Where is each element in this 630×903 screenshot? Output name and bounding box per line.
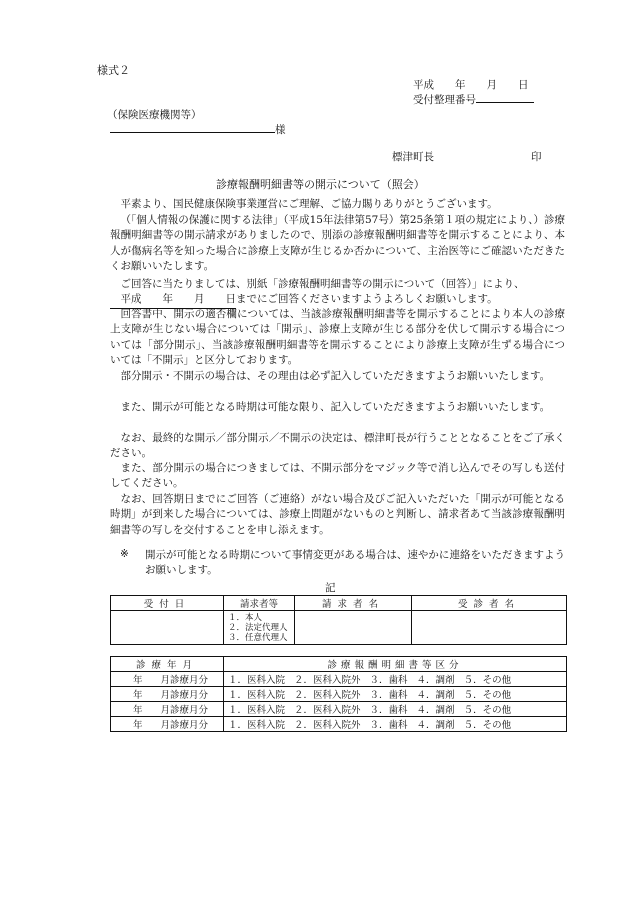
document-title: 診療報酬明細書等の開示について（照会） xyxy=(216,178,425,191)
option-pharmacy: ４．調剤 xyxy=(416,720,455,731)
paragraph-1: 平素より、国民健康保険事業運営にご理解、ご協力賜りありがとうございます。 xyxy=(120,198,498,210)
category-options-cell xyxy=(224,672,567,687)
category-options-cell xyxy=(224,717,567,732)
requester-type-cell xyxy=(224,611,295,645)
category-options-cell xyxy=(224,702,567,717)
date-line: 平成 年 月 日 xyxy=(413,79,529,91)
ki-heading: 記 xyxy=(325,582,336,594)
reference-number-label: 受付整理番号 xyxy=(413,94,476,106)
option-other: ５．その他 xyxy=(463,690,512,701)
honorific: 様 xyxy=(275,124,286,136)
reception-date-cell xyxy=(111,611,224,645)
month-label: 月診療月分 xyxy=(160,705,209,716)
month-label: 月診療月分 xyxy=(160,675,209,686)
option-medical-outpatient: ２．医科入院外 xyxy=(294,705,361,716)
month-label: 月診療月分 xyxy=(160,720,209,731)
note-mark: ※ xyxy=(120,548,129,560)
reference-number-blank xyxy=(476,92,534,103)
request-table xyxy=(110,595,567,645)
table-row xyxy=(111,702,567,717)
year-label: 年 xyxy=(133,705,143,716)
header-patient-name: 受診者名 xyxy=(412,596,567,611)
paragraph-3-b: までにご回答くださいますようよろしくお願いします。 xyxy=(236,293,498,306)
paragraph-3 xyxy=(110,277,565,309)
treatment-month-cell xyxy=(111,687,224,702)
table-row xyxy=(111,717,567,732)
form-id: 様式２ xyxy=(97,64,130,77)
option-dental: ３．歯科 xyxy=(369,705,408,716)
option-pharmacy: ４．調剤 xyxy=(416,690,455,701)
header-treatment-month: 診療年月 xyxy=(111,657,224,672)
treatment-month-cell xyxy=(111,702,224,717)
request-table-header xyxy=(111,596,567,611)
header-statement-category: 診療報酬明細書等区分 xyxy=(224,657,567,672)
request-table-row xyxy=(111,611,567,645)
paragraph-6: また、開示が可能となる時期は可能な限り、記入していただきますようお願いいたします。 xyxy=(120,401,551,413)
billing-table xyxy=(110,656,567,732)
treatment-month-cell xyxy=(111,672,224,687)
option-medical-outpatient: ２．医科入院外 xyxy=(294,690,361,701)
recipient-name xyxy=(110,122,286,137)
header-reception-date: 受付日 xyxy=(111,596,224,611)
option-dental: ３．歯科 xyxy=(369,720,408,731)
option-pharmacy: ４．調剤 xyxy=(416,705,455,716)
billing-table-header xyxy=(111,657,567,672)
paragraph-2: （「個人情報の保護に関する法律」（平成15年法律第57号）第25条第１項の規定により、）診療報酬明細書等の開示請求がありましたので、別添の診療報酬明細書等を開示することにより、本人が傷病名等を知った場合に診療上支障が生じるか否かについて、主治医等にご確認いただきたくお願いいたします。 xyxy=(110,214,565,272)
sender: 標津町長 xyxy=(392,151,434,163)
option-other: ５．その他 xyxy=(463,720,512,731)
option-pharmacy: ４．調剤 xyxy=(416,675,455,686)
year-label: 年 xyxy=(133,675,143,686)
paragraph-8: また、部分開示の場合につきましては、不開示部分をマジック等で消し込んでその写しも送付してください。 xyxy=(110,462,565,490)
option-medical-inpatient: １．医科入院 xyxy=(228,690,286,701)
month-label: 月診療月分 xyxy=(160,690,209,701)
header-requester-name: 請求者名 xyxy=(295,596,412,611)
table-row xyxy=(111,687,567,702)
requester-name-cell xyxy=(295,611,412,645)
requester-type-legal-agent: ２．法定代理人 xyxy=(228,622,288,633)
treatment-month-cell xyxy=(111,717,224,732)
option-dental: ３．歯科 xyxy=(369,675,408,686)
category-options-cell xyxy=(224,687,567,702)
year-label: 年 xyxy=(133,720,143,731)
option-medical-outpatient: ２．医科入院外 xyxy=(294,720,361,731)
requester-type-voluntary-agent: ３．任意代理人 xyxy=(228,632,288,643)
paragraph-9: なお、回答期日までにご回答（ご連絡）がない場合及びご記入いただいた「開示が可能となる時期」が到来した場合については、診療上問題がないものと判断し、請求者あて当該診療報酬明細書等の写しを交付することを申し添えます。 xyxy=(110,493,565,536)
option-other: ５．その他 xyxy=(463,705,512,716)
reference-number xyxy=(413,92,534,107)
header-requester-type: 請求者等 xyxy=(224,596,295,611)
option-medical-inpatient: １．医科入院 xyxy=(228,675,286,686)
note-text: 開示が可能となる時期について事情変更がある場合は、速やかに連絡をいただきますようお願いします。 xyxy=(145,549,565,577)
paragraph-5: 部分開示・不開示の場合は、その理由は必ず記入していただきますようお願いいたします。 xyxy=(120,370,551,382)
recipient-org-label: （保険医療機関等） xyxy=(107,109,202,121)
reply-deadline-date: 平成 年 月 日 xyxy=(110,292,236,308)
option-dental: ３．歯科 xyxy=(369,690,408,701)
option-medical-inpatient: １．医科入院 xyxy=(228,705,286,716)
recipient-name-blank xyxy=(110,122,275,133)
requester-type-self: １．本人 xyxy=(228,612,263,623)
option-medical-outpatient: ２．医科入院外 xyxy=(294,675,361,686)
paragraph-3-a: ご回答に当たりましては、別紙「診療報酬明細書等の開示について（回答）」により、 xyxy=(120,278,525,290)
patient-name-cell xyxy=(412,611,567,645)
option-medical-inpatient: １．医科入院 xyxy=(228,720,286,731)
year-label: 年 xyxy=(133,690,143,701)
option-other: ５．その他 xyxy=(463,675,512,686)
table-row xyxy=(111,672,567,687)
seal-mark: 印 xyxy=(531,151,542,163)
paragraph-7: なお、最終的な開示／部分開示／不開示の決定は、標津町長が行うこととなることをご了承ください。 xyxy=(110,432,565,460)
paragraph-4: 回答書中、開示の適否欄については、当該診療報酬明細書等を開示することにより本人の診療上支障が生じない場合については「開示」、診療上支障が生じる部分を伏して開示する場合については「部分開示」、当該診療報酬明細書等を開示することにより診療上支障が生ずる場合については「不開示」と区分しております。 xyxy=(110,308,565,366)
